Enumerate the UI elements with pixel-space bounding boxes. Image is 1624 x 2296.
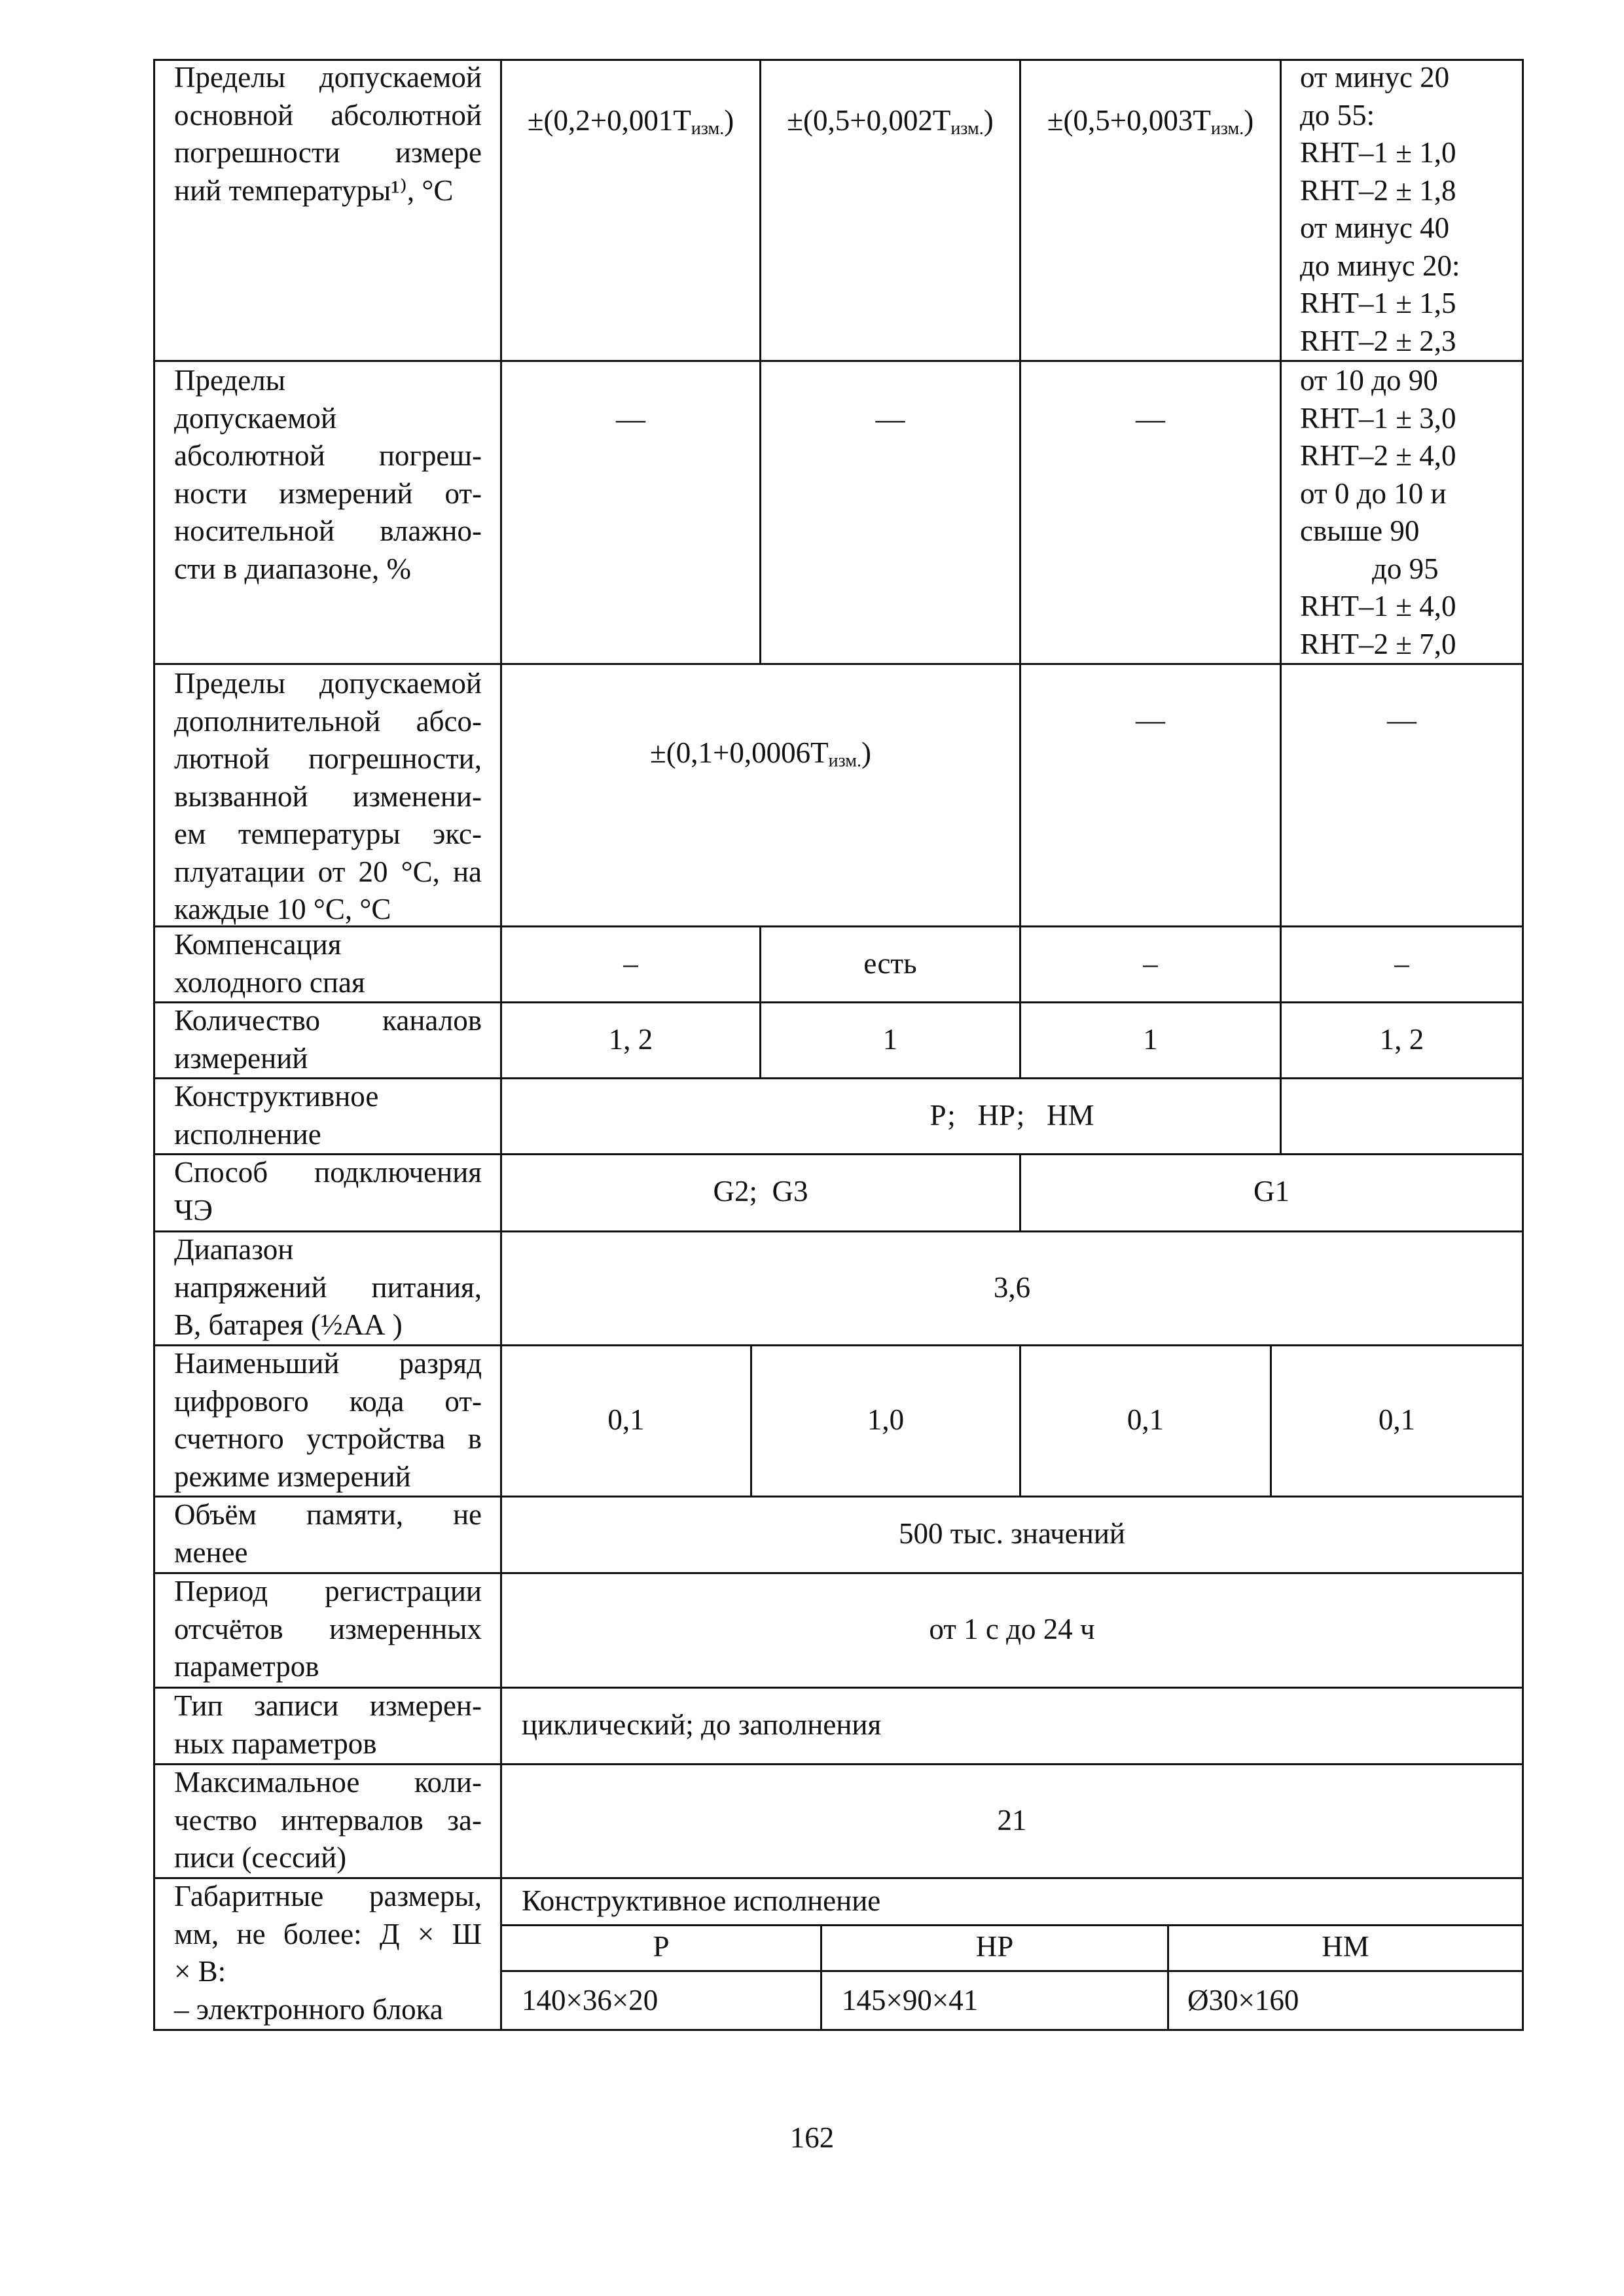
cell-design: Р; НР; НМ [929,1099,1094,1132]
cell-resolution-3: 0,1 [1127,1403,1164,1436]
cell-connection-1: G2; G3 [713,1175,808,1208]
cell-connection-2: G1 [1254,1175,1290,1208]
dimensions-header: Конструктивное исполнение [522,1884,881,1917]
row-label-voltage: Диапазон напряжений питания, В, батарея (½АА ) [174,1233,482,1341]
cell-resolution-4: 0,1 [1378,1403,1416,1436]
dimensions-value-hm: Ø30×160 [1187,1984,1299,2017]
dimensions-subheader-hr: НР [975,1930,1014,1963]
dimensions-value-r: 140×36×20 [522,1984,659,2017]
cell-temp-error-rht: от минус 20 до 55: RHT–1 ± 1,0 RHT–2 ± 1,8 от минус 40 до минус 20: RHT–1 ± 1,5 RHT–2 ± 2,3 [1300,61,1460,357]
cell-channels-4: 1, 2 [1379,1023,1424,1056]
cell-voltage: 3,6 [993,1271,1031,1304]
cell-channels-2: 1 [882,1023,898,1056]
cell-temp-error-2: $\pm(0,5+0,002Т_{изм.})$ [787,104,994,139]
row-label-channels: Количество каналов измерений [174,1004,482,1075]
cell-humidity-rht: от 10 до 90 RHT–1 ± 3,0 RHT–2 ± 4,0 от 0 до 10 и свыше 90 до 95 RHT–1 ± 4,0 RHT–2 ± 7,0 [1300,364,1456,660]
row-label-additional-error: Пределы допускаемой дополнительной абсо- лютной погрешности, вызванной изменени- ем температуры экс- плуатации от 20 °С, на каждые 10 °С, °С [174,667,482,925]
row-label-connection: Способ подключения ЧЭ [174,1156,482,1227]
cell-resolution-1: 0,1 [607,1403,645,1436]
row-label-cold-junction: Компенсация холодного спая [174,928,365,999]
dimensions-value-hr: 145×90×41 [842,1984,979,2017]
row-label-record-type: Тип записи измерен- ных параметров [174,1689,482,1760]
cell-resolution-2: 1,0 [867,1403,905,1436]
row-label-humidity-error: Пределы допускаемой абсолютной погреш- ности измерений от- носительной влажно- сти в диапазоне, % [174,364,482,585]
cell-additional-3: — [1136,704,1165,736]
cell-period: от 1 с до 24 ч [929,1613,1095,1645]
cell-channels-1: 1, 2 [608,1023,653,1056]
dimensions-subheader-r: Р [653,1930,670,1963]
row-label-temp-error: Пределы допускаемой основной абсолютной погрешности измере ний температуры¹⁾, °С [174,61,482,207]
cell-additional-4: — [1387,704,1416,736]
dimensions-subheader-hm: НМ [1322,1930,1369,1963]
row-label-memory: Объём памяти, не менее [174,1498,482,1569]
cell-temp-error-1: $\pm(0,2+0,001Т_{изм.})$ [527,104,734,139]
row-label-resolution: Наименьший разряд цифрового кода от- счетного устройства в режиме измерений [174,1347,482,1493]
cell-additional-error: $\pm(0,1+0,0006Т_{изм.})$ [650,736,871,771]
cell-humidity-2: — [875,403,905,435]
cell-humidity-3: — [1136,403,1165,435]
cell-cold-junction-3: – [1143,947,1158,980]
cell-channels-3: 1 [1143,1023,1158,1056]
row-label-sessions: Максимальное коли- чество интервалов за- писи (сессий) [174,1766,482,1874]
cell-cold-junction-1: – [623,947,638,980]
row-label-dimensions: Габаритные размеры, мм, не более: Д × Ш × В: – электронного блока [174,1880,482,2026]
cell-sessions: 21 [997,1804,1027,1837]
page-number: 162 [789,2121,835,2154]
row-label-period: Период регистрации отсчётов измеренных параметров [174,1575,482,1683]
cell-record-type: циклический; до заполнения [522,1708,882,1741]
cell-humidity-1: — [616,403,645,435]
cell-cold-junction-2: есть [863,947,917,980]
cell-memory: 500 тыс. значений [898,1517,1125,1550]
cell-temp-error-3: $\pm(0,5+0,003Т_{изм.})$ [1047,104,1254,139]
cell-cold-junction-4: – [1394,947,1409,980]
row-label-design: Конструктивное исполнение [174,1080,379,1151]
